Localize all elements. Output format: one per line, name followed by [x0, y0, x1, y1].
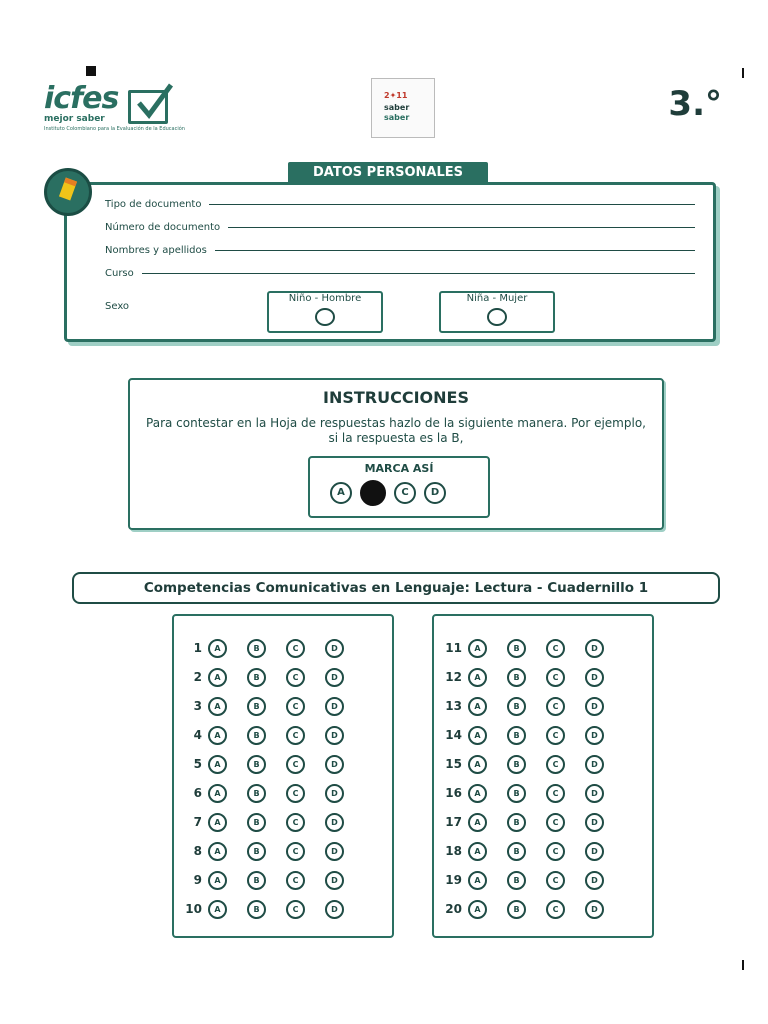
badge-line: saber — [384, 103, 410, 112]
question-row — [438, 899, 624, 919]
answer-bubble-c[interactable]: C — [286, 813, 305, 832]
answer-bubble-c[interactable]: C — [286, 639, 305, 658]
badge-line: saber — [384, 113, 410, 122]
question-number: 20 — [445, 902, 462, 916]
answer-bubble-c[interactable]: C — [546, 900, 565, 919]
section-title: Competencias Comunicativas en Lenguaje: Lectura - Cuadernillo 1 — [72, 572, 720, 604]
answer-bubble-a[interactable]: A — [468, 900, 487, 919]
answer-bubble-c[interactable]: C — [546, 842, 565, 861]
answer-grid-left — [172, 614, 394, 938]
saber-badge — [371, 78, 435, 138]
answer-bubble-c[interactable]: C — [546, 871, 565, 890]
answer-bubble-c[interactable]: C — [286, 668, 305, 687]
sex-option-male[interactable] — [267, 291, 383, 333]
sex-option-label: Niño - Hombre — [288, 293, 362, 304]
answer-bubble-b[interactable]: B — [507, 726, 526, 745]
answer-bubble-b[interactable]: B — [507, 900, 526, 919]
example-title: MARCA ASÍ — [364, 462, 434, 475]
instructions-text: Para contestar en la Hoja de respuestas hazlo de la siguiente manera. Por ejemplo, si la respuesta es la B, — [146, 416, 646, 445]
icfes-logo — [44, 81, 284, 140]
example-bubbles — [330, 482, 446, 506]
answer-bubble-d[interactable]: D — [325, 668, 344, 687]
answer-bubble-a[interactable]: A — [468, 668, 487, 687]
answer-bubble-c[interactable]: C — [286, 726, 305, 745]
answer-bubble-c[interactable]: C — [286, 871, 305, 890]
registration-mark-top-right — [742, 68, 744, 78]
answer-bubble-d[interactable]: D — [325, 842, 344, 861]
answer-bubble-d[interactable]: D — [325, 813, 344, 832]
logo-word: icfes — [44, 81, 119, 116]
badge-line: 2✦11 — [384, 91, 408, 100]
answer-bubble-d[interactable]: D — [585, 842, 604, 861]
answer-grid-right — [432, 614, 654, 938]
fill-line — [142, 273, 695, 274]
field-label: Curso — [105, 268, 134, 279]
field-document-type[interactable] — [105, 199, 695, 210]
answer-bubble-d[interactable]: D — [585, 668, 604, 687]
question-number: 15 — [445, 757, 462, 771]
question-number: 18 — [445, 844, 462, 858]
check-icon — [128, 90, 168, 124]
question-row — [178, 696, 364, 716]
question-row — [178, 812, 364, 832]
answer-bubble-d[interactable]: D — [325, 755, 344, 774]
answer-bubble-b[interactable]: B — [247, 668, 266, 687]
question-number: 13 — [445, 699, 462, 713]
answer-bubble-b[interactable]: B — [247, 842, 266, 861]
question-number: 11 — [445, 641, 462, 655]
answer-bubble-a[interactable]: A — [468, 871, 487, 890]
answer-bubble-c[interactable]: C — [546, 755, 565, 774]
answer-bubble-b[interactable]: B — [247, 697, 266, 716]
question-row — [438, 638, 624, 658]
answer-bubble-d[interactable]: D — [585, 755, 604, 774]
answer-bubble-d[interactable]: D — [325, 784, 344, 803]
sex-option-label: Niña - Mujer — [466, 293, 528, 304]
answer-bubble-c[interactable]: C — [546, 639, 565, 658]
answer-bubble-b[interactable]: B — [247, 813, 266, 832]
answer-bubble-d[interactable]: D — [585, 784, 604, 803]
answer-bubble-a[interactable]: A — [208, 697, 227, 716]
answer-bubble[interactable] — [487, 308, 507, 326]
answer-bubble-c[interactable]: C — [286, 697, 305, 716]
question-number: 7 — [193, 815, 202, 829]
field-label: Tipo de documento — [105, 199, 202, 210]
answer-bubble-b[interactable]: B — [507, 784, 526, 803]
question-row — [178, 638, 364, 658]
example-bubble-d: D — [424, 482, 446, 504]
answer-bubble-d[interactable]: D — [585, 726, 604, 745]
question-number: 17 — [445, 815, 462, 829]
answer-bubble-c[interactable]: C — [286, 784, 305, 803]
answer-bubble-b[interactable]: B — [247, 755, 266, 774]
fill-line — [215, 250, 695, 251]
answer-bubble-a[interactable]: A — [468, 755, 487, 774]
answer-bubble-c[interactable]: C — [546, 726, 565, 745]
answer-bubble-b[interactable]: B — [247, 784, 266, 803]
answer-bubble-d[interactable]: D — [585, 900, 604, 919]
question-row — [438, 841, 624, 861]
answer-bubble-c[interactable]: C — [286, 900, 305, 919]
registration-mark-bottom-right — [742, 960, 744, 970]
question-number: 16 — [445, 786, 462, 800]
answer-bubble-b[interactable]: B — [507, 755, 526, 774]
question-row — [438, 754, 624, 774]
answer-bubble-c[interactable]: C — [286, 842, 305, 861]
answer-bubble-b[interactable]: B — [507, 813, 526, 832]
answer-bubble-b[interactable]: B — [247, 726, 266, 745]
answer-bubble-c[interactable]: C — [286, 755, 305, 774]
question-number: 2 — [193, 670, 202, 684]
fill-line — [228, 227, 695, 228]
grade-label: 3.° — [668, 84, 722, 124]
question-row — [438, 667, 624, 687]
question-number: 4 — [193, 728, 202, 742]
question-number: 8 — [193, 844, 202, 858]
answer-bubble-a[interactable]: A — [208, 813, 227, 832]
answer-bubble-a[interactable]: A — [468, 639, 487, 658]
answer-bubble-a[interactable]: A — [468, 726, 487, 745]
answer-bubble-c[interactable]: C — [546, 813, 565, 832]
answer-bubble-b[interactable]: B — [507, 639, 526, 658]
example-bubble-a: A — [330, 482, 352, 504]
pencil-icon — [44, 168, 92, 216]
answer-bubble-d[interactable]: D — [325, 726, 344, 745]
sex-option-female[interactable] — [439, 291, 555, 333]
answer-bubble-a[interactable]: A — [208, 900, 227, 919]
logo-institute: Instituto Colombiano para la Evaluación de la Educación — [44, 126, 185, 132]
question-number: 9 — [193, 873, 202, 887]
answer-bubble-a[interactable]: A — [208, 668, 227, 687]
field-document-number[interactable] — [105, 222, 695, 233]
question-number: 12 — [445, 670, 462, 684]
question-number: 6 — [193, 786, 202, 800]
answer-bubble-b[interactable]: B — [507, 668, 526, 687]
answer-bubble-a[interactable]: A — [208, 842, 227, 861]
question-row — [178, 725, 364, 745]
instructions-title: INSTRUCCIONES — [323, 388, 469, 407]
answer-bubble-d[interactable]: D — [585, 813, 604, 832]
personal-data-title: DATOS PERSONALES — [288, 162, 488, 184]
question-row — [178, 899, 364, 919]
answer-bubble-a[interactable]: A — [468, 784, 487, 803]
sex-label — [105, 301, 129, 312]
fill-line — [209, 204, 695, 205]
example-box — [308, 456, 490, 518]
question-row — [178, 841, 364, 861]
question-row — [438, 696, 624, 716]
question-number: 5 — [193, 757, 202, 771]
question-number: 19 — [445, 873, 462, 887]
answer-bubble-d[interactable]: D — [325, 639, 344, 658]
answer-bubble-d[interactable]: D — [585, 639, 604, 658]
question-row — [178, 667, 364, 687]
answer-bubble-c[interactable]: C — [546, 784, 565, 803]
question-row — [438, 870, 624, 890]
answer-bubble-a[interactable]: A — [208, 755, 227, 774]
question-row — [438, 783, 624, 803]
answer-bubble-a[interactable]: A — [208, 784, 227, 803]
answer-bubble-a[interactable]: A — [208, 726, 227, 745]
question-row — [178, 754, 364, 774]
question-number: 10 — [185, 902, 202, 916]
answer-bubble-d[interactable]: D — [585, 871, 604, 890]
question-row — [438, 812, 624, 832]
example-bubble-c: C — [394, 482, 416, 504]
field-label: Número de documento — [105, 222, 221, 233]
answer-bubble-b[interactable]: B — [507, 871, 526, 890]
answer-bubble-d[interactable]: D — [325, 900, 344, 919]
logo-subtitle: mejor saber — [44, 114, 105, 124]
answer-bubble-a[interactable]: A — [208, 871, 227, 890]
answer-bubble-b[interactable]: B — [247, 900, 266, 919]
question-number: 14 — [445, 728, 462, 742]
registration-mark-top-left — [86, 66, 96, 76]
question-row — [178, 870, 364, 890]
example-bubble-b-filled — [360, 480, 386, 506]
field-full-name[interactable] — [105, 245, 695, 256]
answer-bubble-d[interactable]: D — [585, 697, 604, 716]
answer-bubble-b[interactable]: B — [507, 842, 526, 861]
answer-bubble-a[interactable]: A — [208, 639, 227, 658]
answer-bubble-b[interactable]: B — [507, 697, 526, 716]
question-number: 3 — [193, 699, 202, 713]
answer-bubble-d[interactable]: D — [325, 871, 344, 890]
question-number: 1 — [193, 641, 202, 655]
answer-bubble[interactable] — [315, 308, 335, 326]
answer-bubble-a[interactable]: A — [468, 697, 487, 716]
question-row — [178, 783, 364, 803]
field-course[interactable] — [105, 268, 695, 279]
question-row — [438, 725, 624, 745]
answer-bubble-d[interactable]: D — [325, 697, 344, 716]
answer-bubble-c[interactable]: C — [546, 697, 565, 716]
answer-bubble-b[interactable]: B — [247, 871, 266, 890]
personal-data-box — [64, 182, 716, 342]
answer-bubble-a[interactable]: A — [468, 842, 487, 861]
answer-bubble-b[interactable]: B — [247, 639, 266, 658]
field-label: Sexo — [105, 301, 130, 312]
answer-bubble-c[interactable]: C — [546, 668, 565, 687]
answer-bubble-a[interactable]: A — [468, 813, 487, 832]
field-label: Nombres y apellidos — [105, 245, 207, 256]
instructions-box — [128, 378, 664, 530]
